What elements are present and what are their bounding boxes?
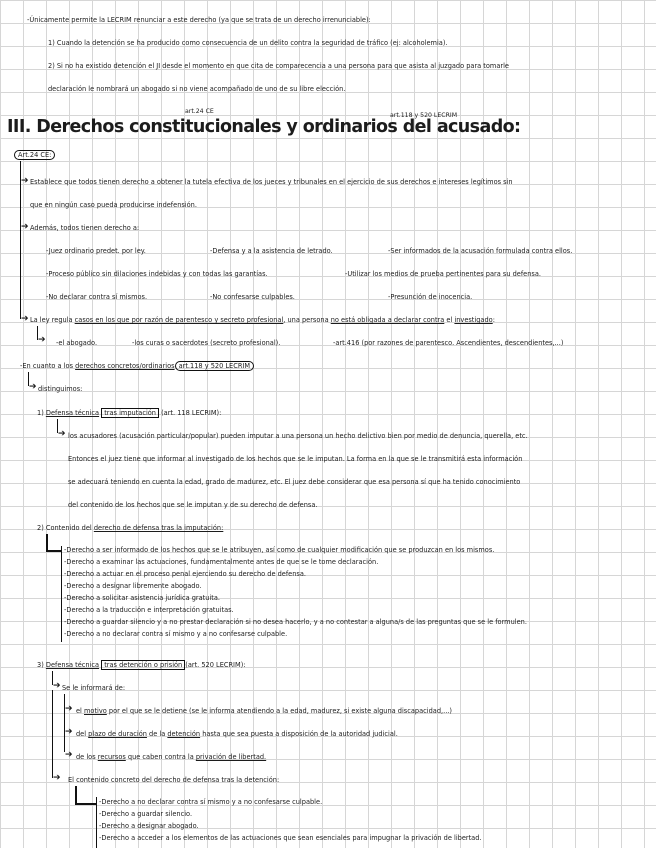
- exception-1: -el abogado.: [56, 339, 98, 347]
- art24-p2: Además, todos tienen derecho a:: [30, 224, 140, 232]
- art24-label: Art.24 CE:: [14, 151, 55, 159]
- arrow-icon: ➔: [53, 773, 61, 783]
- intro-line-3: 2) Si no ha existido detención el JI desde el momento en que cita de comparecencia a una persona para que asista al juzgado para tomarle: [48, 62, 509, 70]
- s3-connector: [75, 786, 77, 804]
- s3-recursos: de los recursos que caben contra la privación de libertad.: [76, 753, 267, 761]
- s2-item: -Derecho a designar libremente abogado.: [64, 582, 202, 590]
- s2-item: -Derecho a ser informado de los hechos que se le atribuyen, así como de cualquier modificación que se produzcan en los mismos.: [64, 546, 495, 554]
- arrow-icon: ➔: [58, 429, 66, 439]
- ref-lecrim: art.118 y 520 LECRIM: [390, 112, 458, 119]
- s2-bracket: [61, 546, 62, 642]
- right-7: -No confesarse culpables.: [210, 293, 295, 301]
- intro-line-2: 1) Cuando la detención se ha producido como consecuencia de un delito contra la seguridad de tráfico (ej: alcoholemia).: [48, 39, 448, 47]
- arrow-icon: ➔: [65, 704, 73, 714]
- concretos-line: -En cuanto a los derechos concretos/ordinarios art.118 y 520 LECRIM: [20, 362, 254, 370]
- s2-heading: 2) Contenido del derecho de defensa tras la imputación:: [37, 524, 224, 532]
- s2-item: -Derecho a la traducción e interpretación gratuitas.: [64, 606, 234, 614]
- art24-p1: Establece que todos tienen derecho a obtener la tutela efectiva de los jueces y tribunales en el ejercicio de sus derechos e intereses legítimos sin: [30, 178, 513, 186]
- arrow-icon: ➔: [21, 314, 29, 324]
- intro-line-4: declaración le nombrará un abogado si no viene acompañado de uno de su libre elección.: [48, 85, 346, 93]
- intro-line-1: -Únicamente permite la LECRIM renunciar a este derecho (ya que se trata de un derecho irrenunciable):: [27, 16, 371, 24]
- section-title: III. Derechos constitucionales y ordinarios del acusado:: [7, 117, 521, 137]
- s3-main-connector: [52, 690, 53, 778]
- distinguimos: distinguimos:: [38, 385, 83, 393]
- s3-motivo: el motivo por el que se le detiene (se le informa atendiendo a la edad, madurez, si existe alguna discapacidad,...): [76, 707, 452, 715]
- s2-item: -Derecho a examinar las actuaciones, fundamentalmente antes de que se le tome declaración.: [64, 558, 379, 566]
- arrow-icon: ➔: [21, 222, 29, 232]
- arrow-icon: ➔: [21, 176, 29, 186]
- s3-item: -Derecho a designar abogado.: [99, 822, 199, 830]
- right-3: -Ser informados de la acusación formulada contra ellos.: [388, 247, 573, 255]
- s2-item: -Derecho a guardar silencio y a no prestar declaración si no desea hacerlo, y a no contestar a alguna/s de las preguntas que se le formulen.: [64, 618, 527, 626]
- s1-line-2: Entonces el juez tiene que informar al investigado de los hechos que se le imputan. La forma en la que se le transmitirá esta información: [68, 455, 523, 463]
- right-2: -Defensa y a la asistencia de letrado.: [210, 247, 333, 255]
- arrow-icon: ➔: [29, 382, 37, 392]
- arrow-icon: ➔: [53, 681, 61, 691]
- s2-connector: [46, 534, 48, 551]
- s1-line-1: los acusadores (acusación particular/popular) pueden imputar a una persona un hecho delictivo bien por medio de denuncia, querella, etc.: [68, 432, 528, 440]
- s2-item: -Derecho a no declarar contra sí mismo y a no confesarse culpable.: [64, 630, 288, 638]
- s2-connector: [46, 550, 62, 552]
- s3-informara: Se le informará de:: [62, 684, 126, 692]
- s3-bracket: [96, 797, 97, 848]
- right-4: -Proceso público sin dilaciones indebidas y con todas las garantías.: [46, 270, 268, 278]
- s3-item: -Derecho a guardar silencio.: [99, 810, 193, 818]
- exception-3: -art.416 (por razones de parentesco. Ascendientes, descendientes,...): [333, 339, 564, 347]
- arrow-icon: ➔: [38, 335, 46, 345]
- s2-item: -Derecho a actuar en el proceso penal ejerciendo su derecho de defensa.: [64, 570, 306, 578]
- s3-connector: [75, 803, 97, 805]
- arrow-icon: ➔: [65, 727, 73, 737]
- right-6: -No declarar contra sí mismos.: [46, 293, 148, 301]
- art24-p1b: que en ningún caso pueda producirse indefensión.: [30, 201, 197, 209]
- s1-line-3: se adecuará teniendo en cuenta la edad, grado de madurez, etc. El juez debe considerar que esa persona sí que ha tenido conocimiento: [68, 478, 521, 486]
- right-8: -Presunción de inocencia.: [388, 293, 473, 301]
- s3-informara-connector: [64, 694, 65, 752]
- s3-plazo: del plazo de duración de la detención hasta que sea puesta a disposición de la autoridad judicial.: [76, 730, 398, 738]
- right-1: -Juez ordinario predet. por ley.: [46, 247, 146, 255]
- s3-heading: 3) Defensa técnica tras detención o prisión (art. 520 LECRIM):: [37, 661, 246, 669]
- s1-line-4: del contenido de los hechos que se le imputan y de su derecho de defensa.: [68, 501, 318, 509]
- right-5: -Utilizar los medios de prueba pertinentes para su defensa.: [345, 270, 541, 278]
- arrow-icon: ➔: [65, 750, 73, 760]
- s3-contenido: El contenido concreto del derecho de defensa tras la detención:: [68, 776, 280, 784]
- exception-2: -los curas o sacerdotes (secreto profesional).: [132, 339, 281, 347]
- art24-p3: La ley regula casos en los que por razón de parentesco y secreto profesional, una persona no está obligada a declarar contra el investigado:: [30, 316, 495, 324]
- s1-heading: 1) Defensa técnica tras imputación (art. 118 LECRIM):: [37, 409, 222, 417]
- s2-item: -Derecho a solicitar asistencia jurídica gratuita.: [64, 594, 220, 602]
- s3-item: -Derecho a acceder a los elementos de las actuaciones que sean esenciales para impugnar la privación de libertad.: [99, 834, 482, 842]
- s3-item: -Derecho a no declarar contra sí mismo y a no confesarse culpable.: [99, 798, 323, 806]
- ref-ce: art.24 CE: [185, 108, 214, 115]
